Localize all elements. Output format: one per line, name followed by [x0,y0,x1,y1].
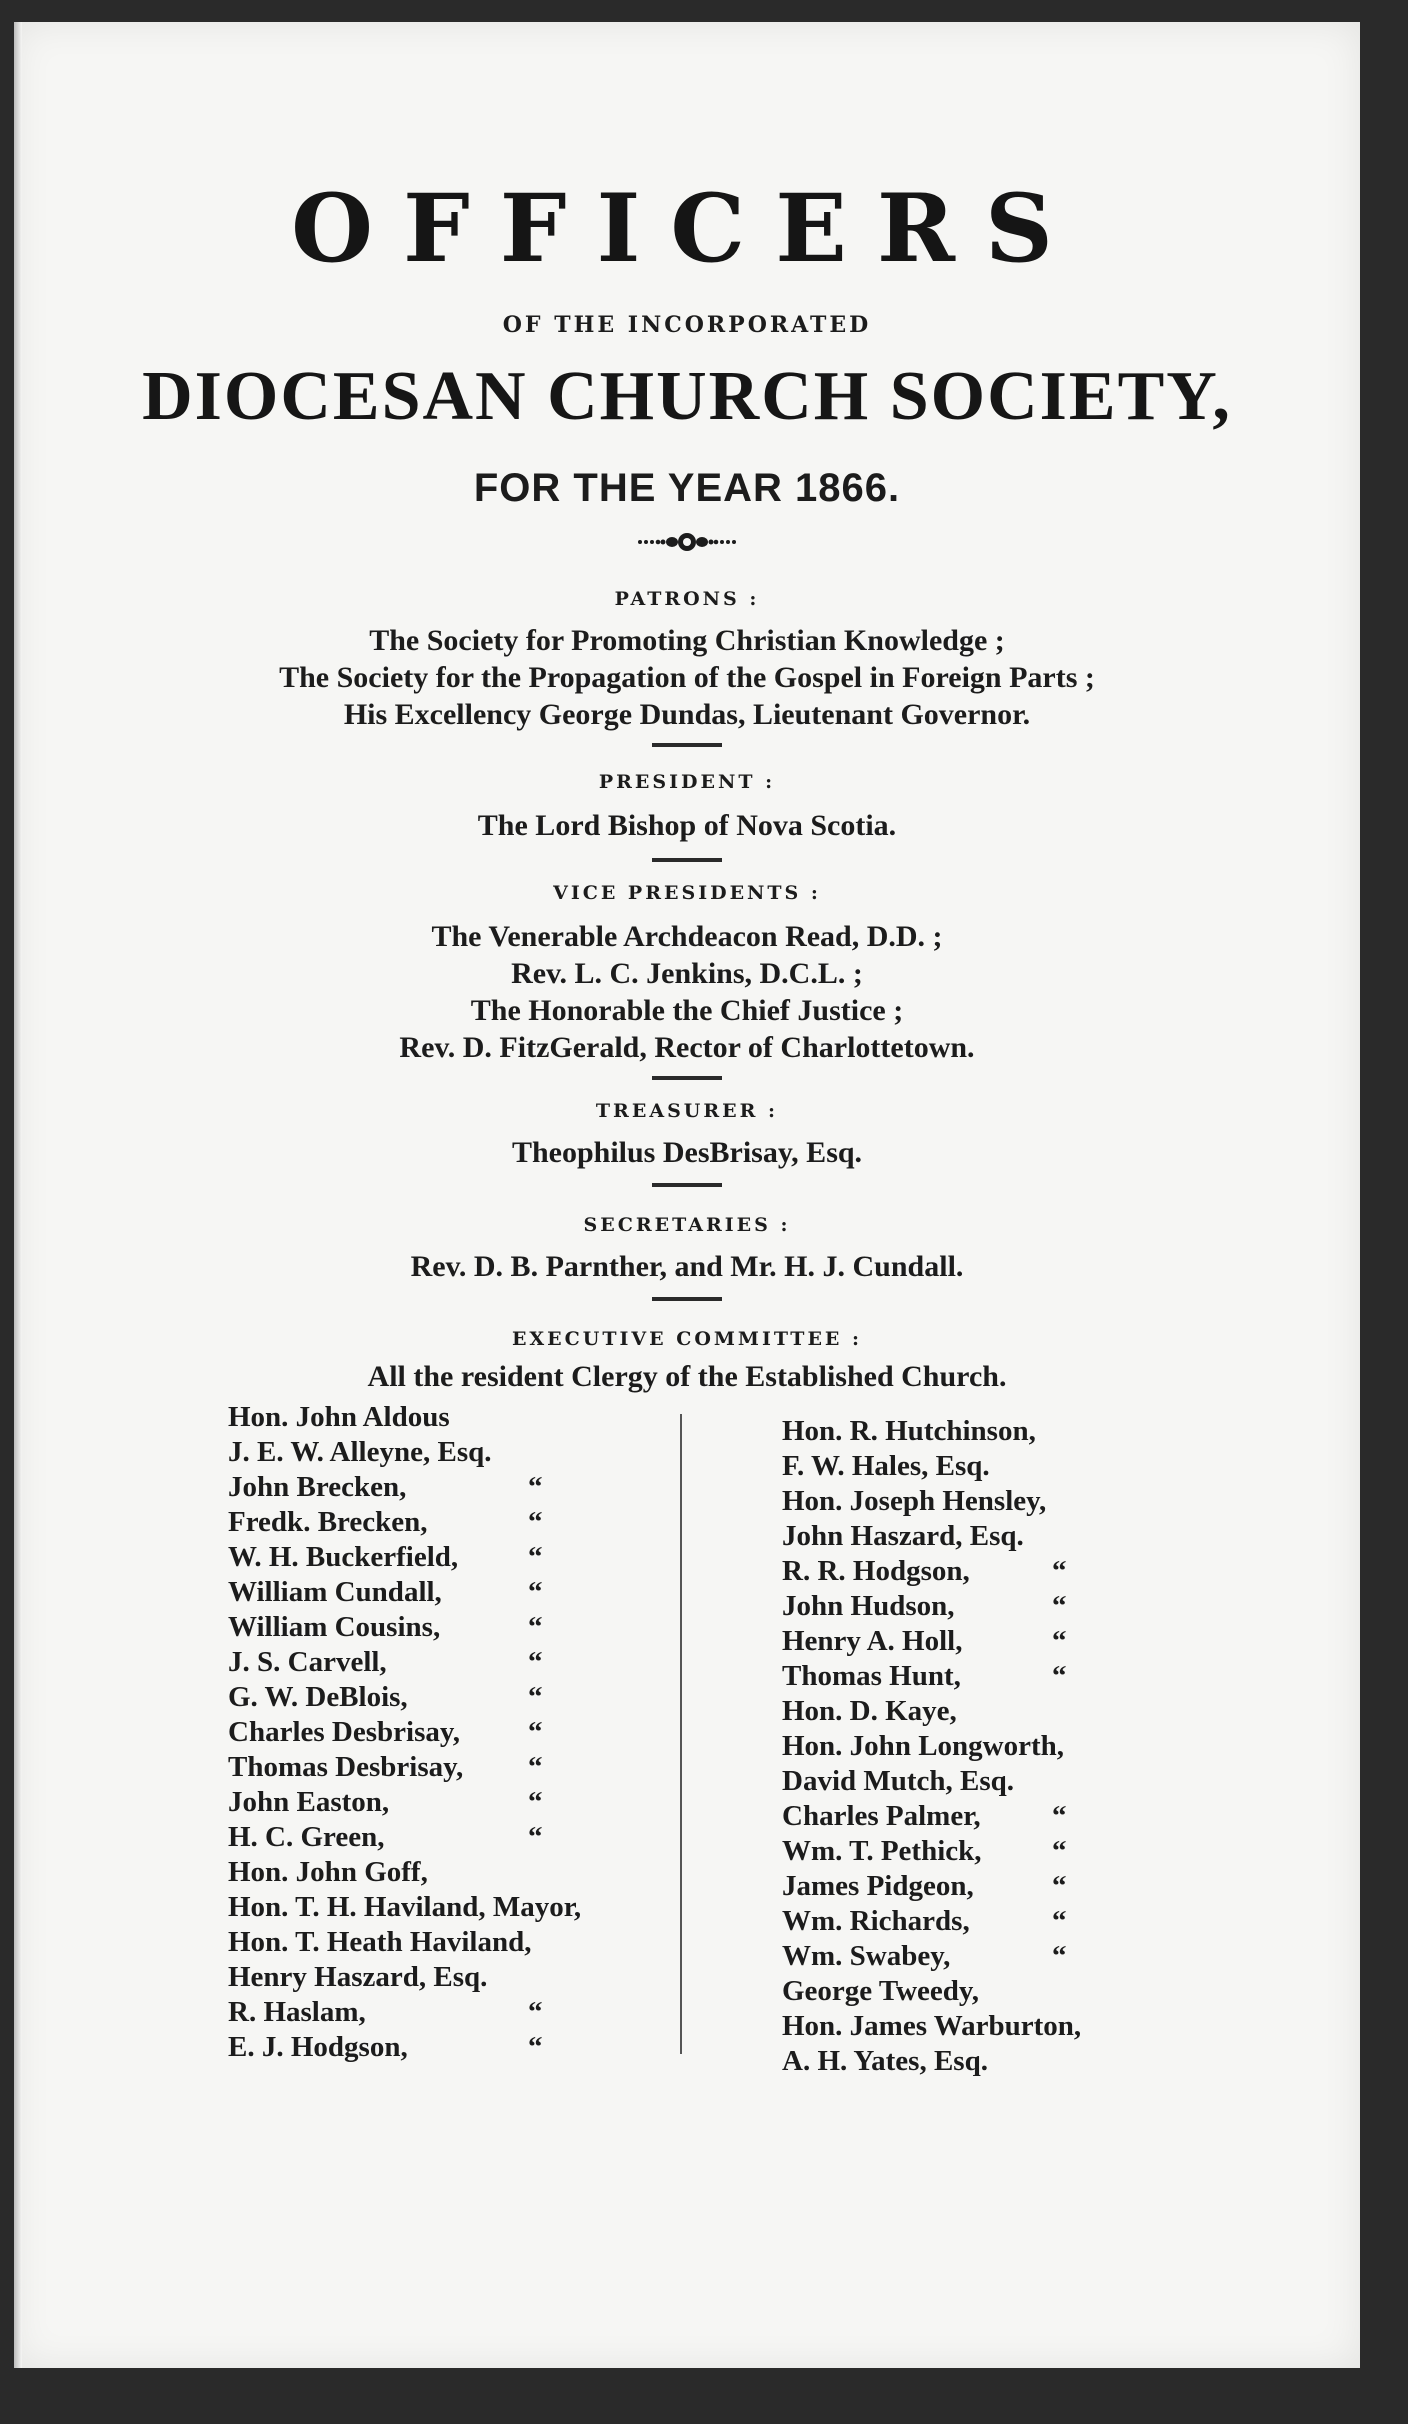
president-section [14,771,1360,862]
ditto-mark: “ [528,1751,543,1783]
society-name: DIOCESAN CHURCH SOCIETY, [142,358,1232,435]
ditto-mark: “ [528,1576,543,1608]
executive-intro: All the resident Clergy of the Established Church. [367,1360,1007,1393]
ornament-divider [14,530,1360,554]
committee-member [782,1869,1202,1904]
member-name: J. E. W. Alleyne, Esq. [228,1436,492,1468]
member-name: Hon. T. H. Haviland, Mayor, [228,1891,582,1923]
secretaries-section [14,1214,1360,1301]
member-name: Hon. John Goff, [228,1856,428,1888]
committee-left-column [228,1400,698,2065]
member-name: Wm. Swabey, [782,1940,951,1972]
committee-member [228,1400,698,1435]
executive-label: EXECUTIVE COMMITTEE : [511,1328,863,1350]
ditto-mark: “ [528,1996,543,2028]
ditto-mark: “ [1052,1660,1067,1692]
ditto-mark: “ [528,1716,543,1748]
section-rule [652,1297,722,1301]
member-name: Wm. Richards, [782,1905,970,1937]
patron-line: The Society for the Propagation of the Gospel in Foreign Parts ; [279,661,1095,694]
member-name: David Mutch, Esq. [782,1765,1015,1797]
member-name: George Tweedy, [782,1975,980,2007]
member-name: E. J. Hodgson, [228,2031,408,2063]
committee-member [782,1729,1202,1764]
committee-member [228,1715,698,1750]
treasurer-section [14,1100,1360,1187]
committee-member [782,1659,1202,1694]
ditto-mark: “ [1052,1905,1067,1937]
executive-section [14,1328,1360,1395]
patrons-label: PATRONS : [614,588,760,610]
ditto-mark: “ [528,1471,543,1503]
year-heading: FOR THE YEAR 1866. [473,466,901,510]
committee-member [228,1855,698,1890]
committee-member [228,1505,698,1540]
committee-member [228,1820,698,1855]
committee-member [228,1680,698,1715]
committee-member [228,1540,698,1575]
committee-member [228,1435,698,1470]
vice-presidents-label: VICE PRESIDENTS : [553,882,821,904]
committee-member [782,1799,1202,1834]
ditto-mark: “ [528,1681,543,1713]
member-name: Fredk. Brecken, [228,1506,428,1538]
member-name: Henry Haszard, Esq. [228,1961,488,1993]
member-name: William Cundall, [228,1576,442,1608]
committee-columns [220,1400,1160,2080]
member-name: Charles Palmer, [782,1800,981,1832]
member-name: John Easton, [228,1786,390,1818]
treasurer-label: TREASURER : [595,1100,779,1122]
secretaries-line: Rev. D. B. Parnther, and Mr. H. J. Cundall. [410,1250,964,1283]
vice-president-line: Rev. D. FitzGerald, Rector of Charlottetown. [399,1031,975,1064]
section-rule [652,743,722,747]
committee-member [782,1939,1202,1974]
section-rule [652,858,722,862]
committee-member [228,1645,698,1680]
ditto-mark: “ [528,1786,543,1818]
member-name: James Pidgeon, [782,1870,974,1902]
patrons-section [14,588,1360,747]
committee-member [228,1575,698,1610]
vice-president-line: Rev. L. C. Jenkins, D.C.L. ; [511,957,863,990]
ditto-mark: “ [528,2031,543,2063]
committee-member [782,1904,1202,1939]
committee-member [228,1470,698,1505]
member-name: H. C. Green, [228,1821,385,1853]
member-name: Hon. John Aldous [228,1401,450,1433]
member-name: Charles Desbrisay, [228,1716,460,1748]
member-name: Hon. John Longworth, [782,1730,1065,1762]
vice-president-line: The Honorable the Chief Justice ; [470,994,904,1027]
member-name: Hon. Joseph Hensley, [782,1485,1047,1517]
member-name: Thomas Desbrisay, [228,1751,464,1783]
committee-member [782,1764,1202,1799]
secretaries-label: SECRETARIES : [583,1214,791,1236]
member-name: John Haszard, Esq. [782,1520,1024,1552]
member-name: Wm. T. Pethick, [782,1835,982,1867]
ditto-mark: “ [1052,1800,1067,1832]
ditto-mark: “ [528,1611,543,1643]
ditto-mark: “ [1052,1625,1067,1657]
committee-member [782,1554,1202,1589]
vice-presidents-section [14,882,1360,1080]
page-title: OFFICERS [291,174,1083,284]
committee-member [782,1484,1202,1519]
committee-member [782,2009,1202,2044]
patron-line: His Excellency George Dundas, Lieutenant Governor. [343,698,1031,731]
member-name: William Cousins, [228,1611,441,1643]
member-name: Hon. D. Kaye, [782,1695,957,1727]
committee-member [782,1519,1202,1554]
ditto-mark: “ [528,1506,543,1538]
ditto-mark: “ [528,1646,543,1678]
member-name: Henry A. Holl, [782,1625,963,1657]
ditto-mark: “ [1052,1870,1067,1902]
member-name: Hon. R. Hutchinson, [782,1415,1036,1447]
member-name: W. H. Buckerfield, [228,1541,459,1573]
section-rule [652,1183,722,1187]
committee-member [228,1785,698,1820]
treasurer-line: Theophilus DesBrisay, Esq. [511,1136,863,1169]
committee-member [782,2044,1202,2079]
committee-right-column [782,1414,1202,2079]
subtitle-of-line: OF THE INCORPORATED [502,312,872,338]
president-label: PRESIDENT : [598,771,776,793]
ditto-mark: “ [1052,1590,1067,1622]
committee-member [228,1960,698,1995]
member-name: John Brecken, [228,1471,407,1503]
committee-member [228,1995,698,2030]
member-name: R. R. Hodgson, [782,1555,970,1587]
committee-member [782,1624,1202,1659]
president-line: The Lord Bishop of Nova Scotia. [477,809,897,842]
ditto-mark: “ [1052,1835,1067,1867]
patron-line: The Society for Promoting Christian Knowledge ; [369,624,1005,657]
member-name: Hon. T. Heath Haviland, [228,1926,532,1958]
ditto-mark: “ [528,1541,543,1573]
document-page [14,22,1360,2368]
committee-member [782,1589,1202,1624]
committee-member [782,1834,1202,1869]
committee-member [782,1449,1202,1484]
committee-member [782,1694,1202,1729]
committee-member [228,1610,698,1645]
committee-member [782,1414,1202,1449]
section-rule [652,1076,722,1080]
committee-member [782,1974,1202,2009]
column-divider [680,1414,682,2054]
committee-member [228,2030,698,2065]
vice-president-line: The Venerable Archdeacon Read, D.D. ; [431,920,943,953]
member-name: Hon. James Warburton, [782,2010,1082,2042]
committee-member [228,1925,698,1960]
member-name: A. H. Yates, Esq. [782,2045,988,2077]
member-name: R. Haslam, [228,1996,366,2028]
member-name: F. W. Hales, Esq. [782,1450,990,1482]
ditto-mark: “ [1052,1555,1067,1587]
member-name: J. S. Carvell, [228,1646,387,1678]
ditto-mark: “ [1052,1940,1067,1972]
ditto-mark: “ [528,1821,543,1853]
member-name: John Hudson, [782,1590,955,1622]
committee-member [228,1750,698,1785]
member-name: Thomas Hunt, [782,1660,961,1692]
committee-member [228,1890,698,1925]
member-name: G. W. DeBlois, [228,1681,408,1713]
